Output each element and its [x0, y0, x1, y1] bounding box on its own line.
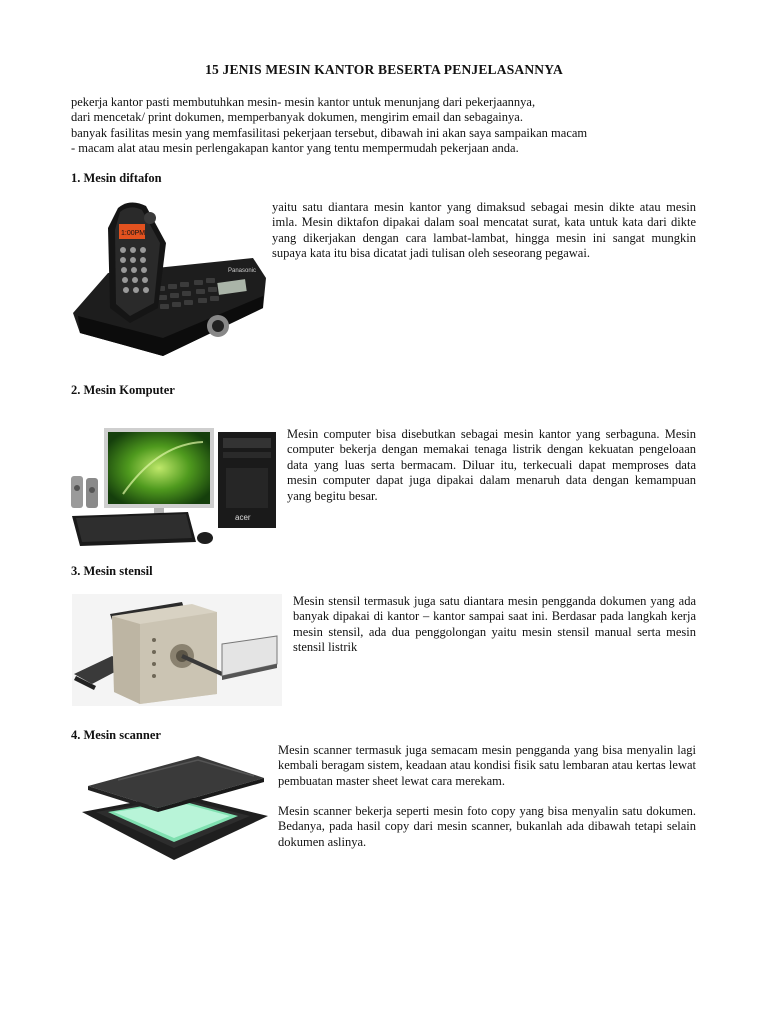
komputer-image: [68, 424, 282, 552]
phone-screen-text: 1:00PM: [121, 230, 146, 237]
intro-paragraph: [71, 95, 701, 156]
intro-line: banyak fasilitas mesin yang memfasilitasi pekerjaan tersebut, dibawah ini akan saya sampaikan macam: [71, 125, 588, 140]
stensil-image: [72, 594, 282, 706]
section-heading-diktafon: 1. Mesin diftafon: [71, 171, 162, 185]
section-paragraph-komputer: Mesin computer bisa disebutkan sebagai mesin kantor yang serbaguna. Mesin computer bekerja dengan memakai tenaga listrik dengan kekuatan pengeloaan data yang luas serta bermacam. Diluar itu, terkecuali dapat memproses data mesin computer dapat juga dipakai dalam menaruh data dengan kemampuan yang begitu besar.: [287, 427, 696, 503]
section-paragraph-stensil: Mesin stensil termasuk juga satu diantara mesin pengganda dokumen yang ada banyak dipakai di kantor – kantor sampai saat ini. Berdasar pada langkah kerja mesin stensil, ada dua penggolongan yaitu mesin stensil manual serta mesin stensil listrik: [293, 594, 696, 655]
document-title: 15 JENIS MESIN KANTOR BESERTA PENJELASANNYA: [205, 62, 563, 77]
section-paragraph-scanner: Mesin scanner termasuk juga semacam mesin pengganda yang bisa menyalin lagi kembali beragam sistem, keadaan atau kondisi fisik satu lembaran atau kertas lewat pembuatan master sheet lewat cara merekam.: [278, 743, 696, 788]
section-paragraph-diktafon: yaitu satu diantara mesin kantor yang dimaksud sebagai mesin dikte atau mesin imla. Mesin diktafon dipakai dalam soal mencatat surat, kata untuk kata dari dikte yang dikerjakan dengan cara lambat-lambat, hingga mesin ini sangat mungkin supaya kata itu bisa dicatat jadi tulisan oleh seseorang pegawai.: [272, 200, 696, 261]
phone-brand-label: Panasonic: [228, 268, 257, 274]
intro-line: pekerja kantor pasti membutuhkan mesin- mesin kantor untuk menunjang dari pekerjaannya,: [71, 95, 536, 109]
computer-brand-label: acer: [235, 513, 251, 522]
section-paragraph-scanner-2: Mesin scanner bekerja seperti mesin foto copy yang bisa menyalin satu dokumen. Bedanya, pada hasil copy dari mesin scanner, bukanlah ada dibawah tetapi selain dokumen aslinya.: [278, 804, 696, 849]
scanner-image: [78, 752, 270, 864]
intro-line: dari mencetak/ print dokumen, memperbanyak dokumen, mengirim email dan sebagainya.: [71, 110, 523, 125]
section-heading-stensil: 3. Mesin stensil: [71, 564, 153, 578]
section-heading-komputer: 2. Mesin Komputer: [71, 383, 175, 397]
intro-line: - macam alat atau mesin perlengakapan kantor yang tentu mempermudah pekerjaan anda.: [71, 140, 519, 155]
diktafon-image: [68, 198, 268, 358]
section-heading-scanner: 4. Mesin scanner: [71, 728, 161, 742]
